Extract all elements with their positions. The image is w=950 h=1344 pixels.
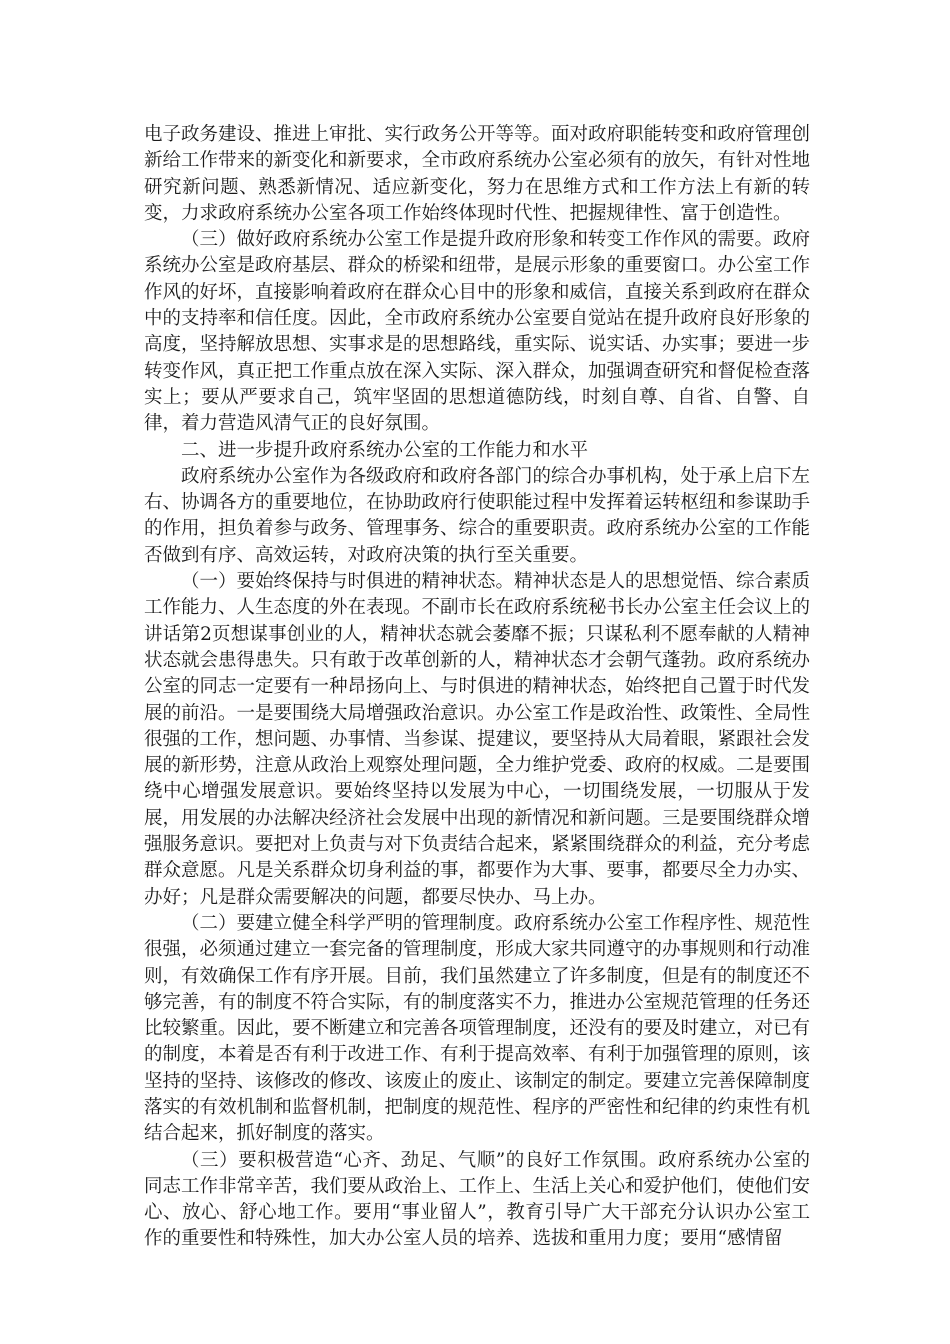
paragraph-4: 政府系统办公室作为各级政府和政府各部门的综合办事机构，处于承上启下左右、协调各方的重要地位，在协助政府行使职能过程中发挥着运转枢纽和参谋助手的作用，担负着参与政务、管理事务、综合的重要职责。政府系统办公室的工作能否做到有序、高效运转，对政府决策的执行至关重要。: [144, 465, 811, 566]
document-page: [144, 122, 810, 1253]
paragraph-2: （三）做好政府系统办公室工作是提升政府形象和转变工作作风的需要。政府系统办公室是政府基层、群众的桥梁和纽带，是展示形象的重要窗口。办公室工作作风的好坏，直接影响着政府在群众心目中的形象和威信，直接关系到政府在群众中的支持率和信任度。因此，全市政府系统办公室要自觉站在提升政府良好形象的高度，坚持解放思想、实事求是的思想路线，重实际、说实话、办实事；要进一步转变作风，真正把工作重点放在深入实际、深入群众，加强调查研究和督促检查落实上；要从严要求自己，筑牢坚固的思想道德防线，时刻自尊、自省、自警、自律，着力营造风清气正的良好氛围。: [144, 229, 811, 435]
paragraph-6: （二）要建立健全科学严明的管理制度。政府系统办公室工作程序性、规范性很强，必须通过建立一套完备的管理制度，形成大家共同遵守的办事规则和行动准则，有效确保工作有序开展。目前，我们虽然建立了许多制度，但是有的制度还不够完善，有的制度不符合实际，有的制度落实不力，推进办公室规范管理的任务还比较繁重。因此，要不断建立和完善各项管理制度，还没有的要及时建立，对已有的制度，本着是否有利于改进工作、有利于提高效率、有利于加强管理的原则，该坚持的坚持、该修改的修改、该废止的废止、该制定的制定。要建立完善保障制度落实的有效机制和监督机制，把制度的规范性、程序的严密性和纪律的约束性有机结合起来，抓好制度的落实。: [144, 912, 811, 1145]
paragraph-5: （一）要始终保持与时俱进的精神状态。精神状态是人的思想觉悟、综合素质工作能力、人生态度的外在表现。不副市长在政府系统秘书长办公室主任会议上的讲话第2页想谋事创业的人，精神状态就会萎靡不振；只谋私利不愿奉献的人精神状态就会患得患失。只有敢于改革创新的人，精神状态才会朝气蓬勃。政府系统办公室的同志一定要有一种昂扬向上、与时俱进的精神状态，始终把自己置于时代发展的前沿。一是要围绕大局增强政治意识。办公室工作是政治性、政策性、全局性很强的工作，想问题、办事情、当参谋、提建议，要坚持从大局着眼，紧跟社会发展的新形势，注意从政治上观察处理问题，全力维护党委、政府的权威。二是要围绕中心增强发展意识。要始终坚持以发展为中心，一切围绕发展，一切服从于发展，用发展的办法解决经济社会发展中出现的新情况和新问题。三是要围绕群众增强服务意识。要把对上负责与对下负责结合起来，紧紧围绕群众的利益，充分考虑群众意愿。凡是关系群众切身利益的事，都要作为大事、要事，都要尽全力办实、办好；凡是群众需要解决的问题，都要尽快办、马上办。: [144, 571, 811, 908]
paragraph-1: 电子政务建设、推进上审批、实行政务公开等等。面对政府职能转变和政府管理创新给工作带来的新变化和新要求，全市政府系统办公室必须有的放矢，有针对性地研究新问题、熟悉新情况、适应新变化，努力在思维方式和工作方法上有新的转变，力求政府系统办公室各项工作始终体现时代性、把握规律性、富于创造性。: [144, 124, 811, 224]
section-heading: 二、进一步提升政府系统办公室的工作能力和水平: [181, 439, 589, 461]
paragraph-7: （三）要积极营造“心齐、劲足、气顺”的良好工作氛围。政府系统办公室的同志工作非常辛苦，我们要从政治上、工作上、生活上关心和爱护他们，使他们安心、放心、舒心地工作。要用“事业留人”，教育引导广大干部充分认识办公室工作的重要性和特殊性，加大办公室人员的培养、选拔和重用力度；要用“感情留: [144, 1149, 811, 1250]
